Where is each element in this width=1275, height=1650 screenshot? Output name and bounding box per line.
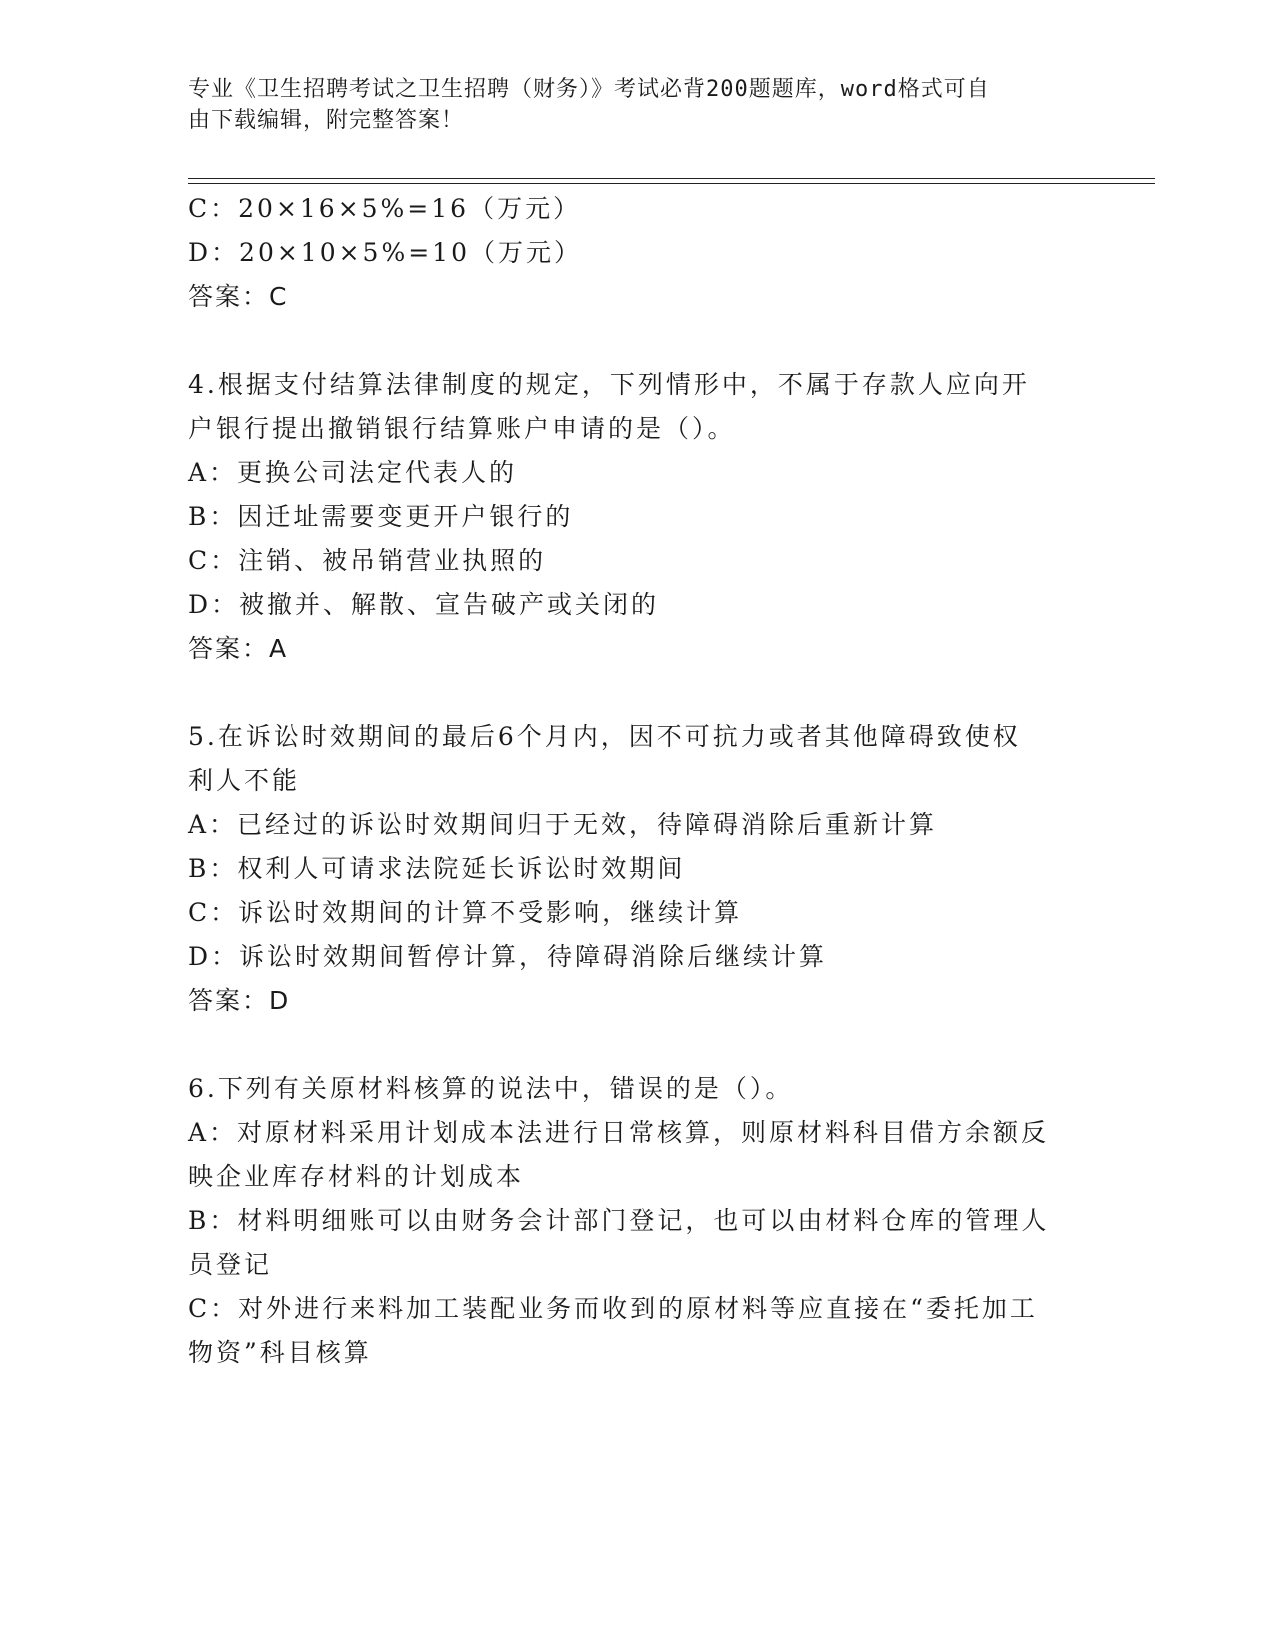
q5-stem-line-2: 利人不能 [188,766,301,795]
header-divider-top [188,178,1155,179]
header-title-line-2: 由下载编辑，附完整答案！ [188,108,465,133]
q6-option-c-line-2: 物资”科目核算 [188,1338,372,1367]
q4-stem-line-2: 户银行提出撤销银行结算账户申请的是（）。 [188,414,736,443]
q4-option-a: A：更换公司法定代表人的 [188,458,518,487]
q4-option-c: C：注销、被吊销营业执照的 [188,546,547,575]
q5-stem-line-1: 5.在诉讼时效期间的最后6个月内，因不可抗力或者其他障碍致使权 [188,722,1021,751]
q6-option-a-line-1: A：对原材料采用计划成本法进行日常核算，则原材料科目借方余额反 [188,1118,1050,1147]
q5-option-a: A：已经过的诉讼时效期间归于无效，待障碍消除后重新计算 [188,810,938,839]
q6-stem-line-1: 6.下列有关原材料核算的说法中，错误的是（）。 [188,1074,794,1103]
q3-option-d: D：20×10×5%=10（万元） [188,238,582,267]
q5-answer: 答案：D [188,986,291,1015]
header-divider-bottom [188,183,1155,184]
q4-stem-line-1: 4.根据支付结算法律制度的规定，下列情形中，不属于存款人应向开 [188,370,1030,399]
q5-option-b: B：权利人可请求法院延长诉讼时效期间 [188,854,686,883]
q3-answer: 答案：C [188,282,289,311]
q5-option-d: D：诉讼时效期间暂停计算，待障碍消除后继续计算 [188,942,828,971]
document-header [188,74,1068,136]
q4-option-b: B：因迁址需要变更开户银行的 [188,502,574,531]
header-title-line-1: 专业《卫生招聘考试之卫生招聘（财务）》考试必背200题题库，word格式可自 [188,77,990,102]
q3-option-c: C：20×16×5%=16（万元） [188,194,582,223]
q6-option-b-line-1: B：材料明细账可以由财务会计部门登记，也可以由材料仓库的管理人 [188,1206,1050,1235]
q4-answer: 答案：A [188,634,289,663]
q4-option-d: D：被撤并、解散、宣告破产或关闭的 [188,590,660,619]
q6-option-c-line-1: C：对外进行来料加工装配业务而收到的原材料等应直接在“委托加工 [188,1294,1038,1323]
q5-option-c: C：诉讼时效期间的计算不受影响，继续计算 [188,898,743,927]
q6-option-b-line-2: 员登记 [188,1250,273,1279]
q6-option-a-line-2: 映企业库存材料的计划成本 [188,1162,525,1191]
